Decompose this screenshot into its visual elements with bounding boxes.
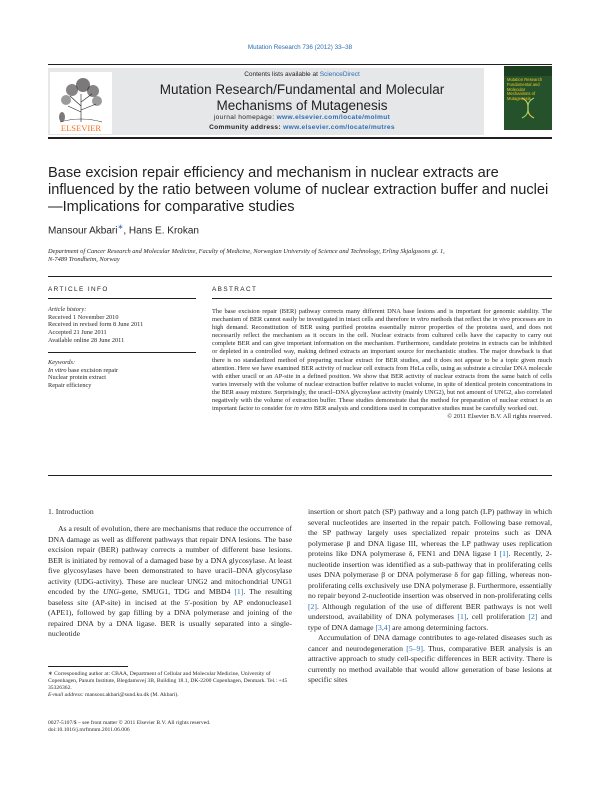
intro-left-column — [48, 524, 292, 640]
keywords-rule — [48, 352, 196, 353]
abstract-part-2: methods that reflect the — [430, 316, 491, 324]
email-label: E-mail address: — [48, 692, 86, 698]
article-info-rule — [48, 298, 196, 299]
journal-title — [120, 82, 484, 113]
reference-link[interactable]: [1] — [499, 549, 509, 558]
footnotes — [48, 671, 292, 699]
homepage-link[interactable]: www.elsevier.com/locate/molmut — [276, 114, 391, 121]
keywords — [48, 359, 198, 390]
intro-right-column — [308, 507, 552, 686]
corresponding-mark[interactable]: ∗ — [117, 224, 124, 231]
article-title: Base excision repair efficiency and mechanism in nuclear extracts are influenced by the ratio between volume of nuclear extraction buffer and nuclei—Implications for comparative studies — [48, 165, 549, 215]
header-bottom-rule — [48, 137, 552, 139]
reference-link[interactable]: [1] — [234, 587, 244, 596]
abstract-heading: ABSTRACT — [212, 286, 258, 293]
abstract-italic-1: in vitro — [410, 316, 429, 324]
abstract-part-1: The base excision repair (BER) pathway corrects many different DNA base lesions and is important for genomic stability. The mechanism of BER cannot easily be investigated in intact cells and therefore — [212, 308, 552, 324]
author-akbari[interactable]: Mansour Akbari — [48, 225, 118, 237]
footnote-mark: ∗ — [48, 671, 53, 677]
abstract-italic-3: in vitro — [293, 405, 313, 413]
community-link[interactable]: www.elsevier.com/locate/mutres — [283, 124, 395, 131]
community-address — [120, 124, 484, 131]
cover-band — [504, 66, 552, 76]
header-top-rule — [48, 64, 552, 65]
footnote-text: Corresponding author at: CBAA, Department of Cellular and Molecular Medicine, University of Copenhagen, Panum Institute, Blegdamsvej 3B, Building 18.1, DK-2200 Copenhagen, Denmark. Tel.: +45 35326362. — [48, 671, 288, 691]
keyword-1 — [48, 367, 198, 375]
intro-p1-b: -gene, SMUG1, TDG and MBD4 — [119, 587, 231, 596]
intro-p1-d: . The resulting baseless site (AP-site) in incised at the 5′-position by AP endonuclease1 (APE1), followed by gap filling by a DNA polymerase and joining of the repaired DNA by a DNA ligase. BER is usually separated into a single-nucleotide — [48, 587, 293, 638]
intro-p2-e: , cell proliferation — [466, 612, 525, 621]
keyword-2: Nuclear protein extract — [48, 374, 107, 382]
article-info-heading: ARTICLE INFO — [48, 286, 109, 293]
community-label: Community address: — [209, 124, 284, 131]
history-label: Article history: — [48, 306, 87, 313]
affiliation-line2: N-7489 Trondheim, Norway — [48, 256, 120, 264]
affiliation-line1: Department of Cancer Research and Molecular Medicine, Faculty of Medicine, Norwegian University of Science and Technology, Erling Skjalgssons gt. 1, — [48, 248, 445, 255]
history-online: Available online 28 June 2011 — [48, 336, 125, 344]
intro-p2-g: are among determining factors. — [392, 622, 489, 632]
keyword-3: Repair efficiency — [48, 382, 92, 390]
abstract-part-3: processes are in high demand. Reconstitution of BER using purified proteins essentially mirror properties of the proteins used, and does not necessarily reflect the mechanism as it occurs in the cell. Nuclear extracts from cultured cells have the capacity to carry out complete BER and can give important information on the mechanism. Furthermore, candidate proteins in extracts can be inhibited or depleted in a controlled way, making defined extracts an important source for mechanistic studies. The major drawback is that there is no standardized method of preparing nuclear extract for BER studies, and it does not appear to be a topic given much attention. Here we have examined BER activity of nuclear cell extracts from HeLa cells, using as substrate a circular DNA molecule with either uracil or an AP-site in a defined position. We show that BER activity of nuclear extracts from the same batch of cells varies inversely with the volume of nuclear extraction buffer relative to nuclei volume, in spite of identical protein concentrations in the BER assay mixture. Surprisingly, the uracil–DNA glycosylase activity (mainly UNG2), but not amount of UNG2, also correlated negatively with the volume of extraction buffer. These studies demonstrate that the method for preparation of nuclear extract is an important factor to consider for — [212, 316, 552, 413]
intro-p2-f: and type of DNA damage — [308, 612, 552, 632]
history-accepted: Accepted 21 June 2011 — [48, 329, 107, 337]
journal-homepage — [120, 114, 484, 121]
history-received: Received 1 November 2010 — [48, 313, 119, 321]
reference-link[interactable]: [5–9] — [406, 643, 423, 653]
publisher-name: ELSEVIER — [60, 123, 102, 133]
affiliation-rule — [48, 276, 552, 277]
journal-title-line1: Mutation Research/Fundamental and Molecular — [159, 82, 445, 97]
abstract-text — [212, 308, 552, 413]
journal-citation[interactable]: Mutation Research 736 (2012) 33–38 — [247, 44, 353, 51]
email-owner: (M. Akbari). — [149, 692, 179, 698]
contents-line — [120, 71, 484, 78]
footnote-rule — [48, 666, 128, 667]
abstract-rule — [212, 298, 552, 299]
cover-title: Mutation Research Fundamental and Molecular Mechanisms of Mutagenesis — [507, 77, 543, 102]
author-krokan[interactable]: Hans E. Krokan — [128, 225, 199, 237]
abstract-copyright: © 2011 Elsevier B.V. All rights reserved. — [447, 413, 552, 421]
intro-p1-a: As a result of evolution, there are mechanisms that reduce the occurrence of DNA damage as well as different pathways that repair DNA lesions. The base excision repair (BER) pathway corrects a number of different base lesions. BER is initiated by removal of a damaged base by a DNA glycosylase. At least five glycosylases have been demonstrated to have uracil–DNA glycosylase activity (UDG-activity). These are nuclear UNG2 and mitochondrial UNG1 encoded by the — [48, 524, 292, 596]
email-link[interactable]: mansour.akbari@sund.ku.dk — [85, 692, 150, 698]
reference-link[interactable]: [3,4] — [375, 622, 391, 632]
journal-cover-image — [504, 66, 552, 130]
reference-link[interactable]: [2] — [308, 601, 317, 611]
contents-prefix: Contents lists available at — [244, 71, 320, 78]
article-history — [48, 306, 198, 345]
corresponding-footnote — [48, 671, 292, 692]
author-list — [48, 223, 199, 236]
introduction-heading: 1. Introduction — [48, 507, 94, 516]
keyword-1-italic: In vitro — [48, 366, 67, 374]
intro-p3-a: Accumulation of DNA damage contributes to age-related diseases such as cancer and neurodegeneration — [308, 633, 552, 653]
intro-p2-d: . Although regulation of the use of different BER pathways is not well understood, availability of DNA polymerases — [308, 601, 552, 621]
homepage-label: journal homepage: — [213, 114, 277, 121]
abstract-bottom-rule — [48, 475, 552, 476]
intro-paragraph-3 — [308, 633, 552, 686]
journal-title-line2: Mechanisms of Mutagenesis — [216, 97, 388, 113]
history-revised: Received in revised form 8 June 2011 — [48, 321, 144, 329]
reference-link[interactable]: [2] — [528, 612, 538, 621]
intro-paragraph-1 — [48, 524, 292, 640]
keyword-1-rest: base excision repair — [66, 366, 119, 374]
sciencedirect-link[interactable]: ScienceDirect — [319, 71, 360, 78]
issn-line: 0027-5107/$ – see front matter © 2011 Elsevier B.V. All rights reserved. — [48, 720, 211, 726]
intro-p1-italic: UNG — [102, 587, 120, 596]
front-matter — [48, 720, 292, 734]
intro-paragraph-2 — [308, 507, 552, 633]
keywords-label: Keywords: — [48, 359, 76, 366]
abstract-part-4: BER analysis and conditions used in comparative studies must be carefully worked out. — [313, 405, 539, 413]
abstract-body — [212, 308, 552, 421]
abstract-italic-2: in vivo — [492, 316, 510, 324]
cover-helix-icon — [516, 96, 540, 120]
email-footnote — [48, 692, 292, 699]
doi-line[interactable]: doi:10.1016/j.mrfmmm.2011.06.006 — [48, 727, 130, 733]
reference-link[interactable]: [1] — [457, 612, 467, 621]
affiliation — [48, 248, 553, 264]
intro-p2-b: . Recently, 2-nucleotide insertion was identified as a sub-pathway that in proliferating cells uses DNA polymerase β or DNA polymerase δ for gap filling, whereas non-proliferating cells exclusively use DNA polymerase β. Furthermore, essentially no repair beyond 2-nucleotide insertion was observed in non-proliferating cells — [308, 549, 552, 600]
author-separator: , — [123, 225, 129, 237]
elsevier-tree-logo — [50, 72, 112, 134]
intro-p2-a: insertion or short patch (SP) pathway and a long patch (LP) pathway in which several nucleotides are inserted in the repair patch. Following base removal, the SP pathway largely uses specialized repair proteins such as DNA polymerase β and DNA ligase III, whereas the LP pathway uses replication proteins like DNA polymerase δ, FEN1 and DNA ligase I — [308, 507, 552, 558]
intro-p3-b: . Thus, comparative BER analysis is an attractive approach to study cell-specific differences in BER activity. There is currently no method available that would allow generation of base lesions at specific sites — [308, 643, 552, 684]
